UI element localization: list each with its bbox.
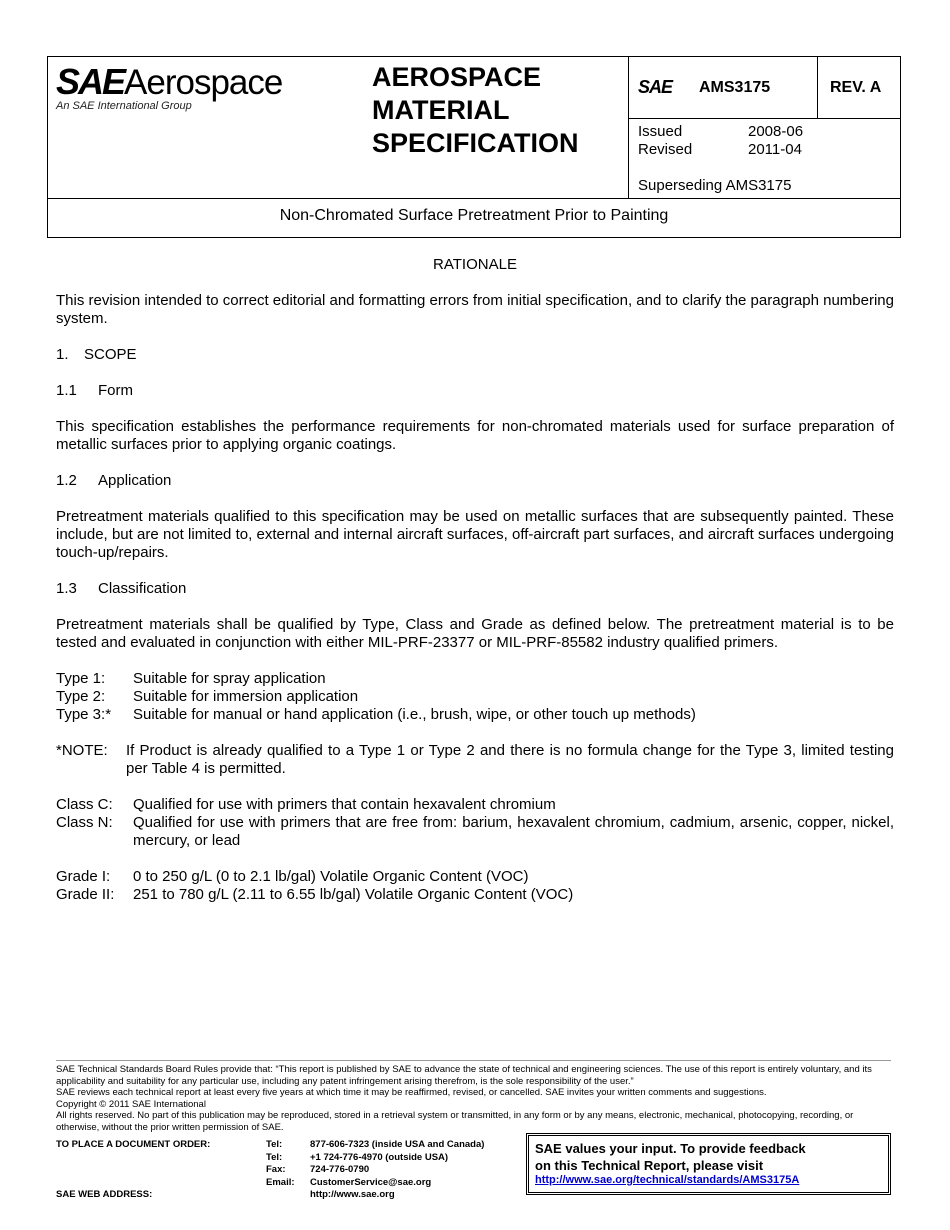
note-block <box>56 742 894 778</box>
note-label: *NOTE: <box>56 742 108 759</box>
document-body <box>56 256 894 904</box>
classification-paragraph: Pretreatment materials shall be qualified by Type, Class and Grade as defined below. The pretreatment material is to be tested and evaluated in conjunction with either MIL-PRF-23377 or MIL-PRF-85582 industry qualified primers. <box>56 616 894 651</box>
legal-notice <box>56 1064 896 1133</box>
document-number: AMS3175 <box>699 79 771 96</box>
title-line: MATERIAL <box>372 95 510 125</box>
section-title: Application <box>98 472 172 489</box>
application-paragraph: Pretreatment materials qualified to this specification may be used on metallic surfaces that are subsequently painted. These include, but are not limited to, external and internal aircraft surfaces, off-aircraft part surfaces, and aircraft surfaces undergoing touch-up/repairs. <box>56 508 894 561</box>
feedback-box <box>526 1133 891 1195</box>
header-divider <box>817 57 818 118</box>
legal-text: SAE reviews each technical report at least every five years at which time it may be reaffirmed, revised, or cancelled. SAE invites your written comments and suggestions. <box>56 1087 767 1098</box>
legal-text: All rights reserved. No part of this publication may be reproduced, stored in a retrieval system or transmitted, in any form or by any means, electronic, mechanical, photocopying, recording, or otherwise, without the prior written permission of SAE. <box>56 1110 854 1133</box>
list-item: Grade I: 0 to 250 g/L (0 to 2.1 lb/gal) Volatile Organic Content (VOC) <box>56 868 529 885</box>
class-list <box>56 796 894 850</box>
phone-number: +1 724-776-4970 (outside USA) <box>310 1151 449 1163</box>
type-list <box>56 670 894 724</box>
revision-label: REV. A <box>830 79 882 96</box>
feedback-text: on this Technical Report, please visit <box>535 1158 764 1173</box>
email-link[interactable]: CustomerService@sae.org <box>310 1176 432 1188</box>
document-header <box>47 56 901 238</box>
section-title: SCOPE <box>84 346 137 363</box>
section-number: 1.3 <box>56 580 77 597</box>
list-item: Class C: Qualified for use with primers that contain hexavalent chromium <box>56 796 556 813</box>
list-item: Type 3:* Suitable for manual or hand application (i.e., brush, wipe, or other touch up methods) <box>56 706 696 723</box>
rationale-heading: RATIONALE <box>433 256 517 273</box>
document-subject: Non-Chromated Surface Pretreatment Prior to Painting <box>279 207 669 224</box>
form-paragraph: This specification establishes the performance requirements for non-chromated materials used for surface preparation of metallic surfaces prior to applying organic coatings. <box>56 418 894 453</box>
section-number: 1. <box>56 346 69 363</box>
feedback-text: SAE values your input. To provide feedback <box>535 1141 806 1156</box>
web-address-link[interactable]: http://www.sae.org <box>310 1189 395 1200</box>
superseding-text: Superseding AMS3175 <box>638 177 792 194</box>
list-item: Type 1: Suitable for spray application <box>56 670 326 687</box>
section-title: Form <box>98 382 133 399</box>
section-heading <box>56 472 894 490</box>
section-title: Classification <box>98 580 187 597</box>
section-heading <box>56 580 894 598</box>
feedback-link[interactable]: http://www.sae.org/technical/standards/AMS3175A <box>535 1174 800 1186</box>
title-line: SPECIFICATION <box>372 128 579 158</box>
header-divider <box>628 57 629 198</box>
list-item: Grade II: 251 to 780 g/L (2.11 to 6.55 lb/gal) Volatile Organic Content (VOC) <box>56 886 574 903</box>
issued-label: Issued <box>638 123 683 140</box>
section-heading <box>56 346 894 364</box>
phone-number: 877-606-7323 (inside USA and Canada) <box>310 1139 485 1150</box>
header-divider <box>48 198 900 199</box>
section-heading <box>56 382 894 400</box>
fax-number: 724-776-0790 <box>310 1164 370 1175</box>
header-divider <box>628 118 901 119</box>
list-item: Class N: Qualified for use with primers that are free from: barium, hexavalent chromium, cadmium, arsenic, copper, nickel, mercury, or lead <box>56 814 894 849</box>
copyright-text: Copyright © 2011 SAE International <box>56 1098 206 1110</box>
web-label: SAE WEB ADDRESS: <box>56 1189 153 1200</box>
section-number: 1.2 <box>56 472 77 489</box>
sae-aerospace-logo <box>56 61 283 112</box>
logo-sae-text: SAE <box>56 61 125 102</box>
document-id <box>638 77 808 98</box>
document-dates <box>638 123 888 195</box>
rationale-paragraph: This revision intended to correct editorial and formatting errors from initial specification, and to clarify the paragraph numbering system. <box>56 292 894 327</box>
legal-text: SAE Technical Standards Board Rules provide that: “This report is published by SAE to advance the state of technical and engineering sciences. The use of this report is entirely voluntary, and its applicability and suitability for any particular use, including any patent infringement arising therefrom, is the sole responsibility of the user.” <box>56 1064 872 1087</box>
list-item: Type 2: Suitable for immersion application <box>56 688 359 705</box>
grade-list <box>56 868 894 904</box>
sae-mini-logo: SAE <box>638 77 673 97</box>
footer-divider <box>56 1060 891 1061</box>
revised-label: Revised <box>638 141 693 158</box>
logo-aerospace-text: Aerospace <box>124 63 283 102</box>
issued-date: 2008-06 <box>748 123 804 140</box>
section-number: 1.1 <box>56 382 77 399</box>
order-label: TO PLACE A DOCUMENT ORDER: <box>56 1139 211 1150</box>
title-line: AEROSPACE <box>372 62 542 92</box>
order-contacts: TO PLACE A DOCUMENT ORDER: Tel: 877-606-7323 (inside USA and Canada) Tel: +1 724-776-4970 (outside USA) Fax: 724-776-0790 Email: CustomerService@sae.org SAE WEB ADDRESS: http://www.sae.org <box>56 1139 485 1200</box>
document-type-title <box>372 61 579 160</box>
revised-date: 2011-04 <box>748 141 802 158</box>
note-text: If Product is already qualified to a Type 1 or Type 2 and there is no formula change for the Type 3, limited testing per Table 4 is permitted. <box>126 742 894 777</box>
logo-tagline: An SAE International Group <box>56 100 192 112</box>
